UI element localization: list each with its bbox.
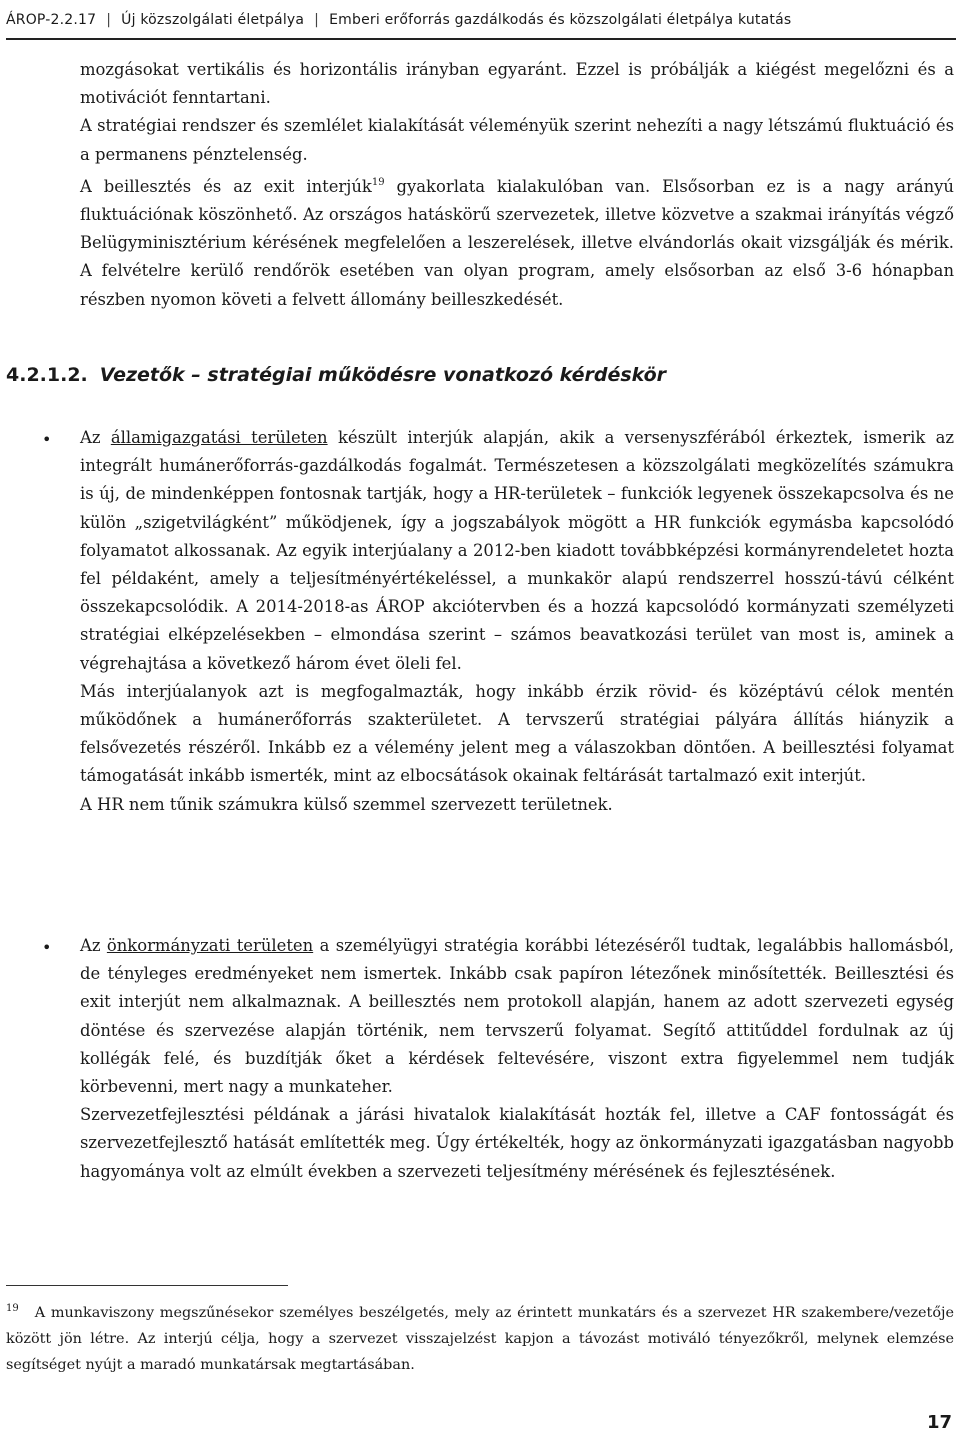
- section-heading: [6, 364, 666, 386]
- intro-text-part: A beillesztés és az exit interjúk: [80, 176, 372, 196]
- footnote-reference[interactable]: 19: [371, 176, 385, 188]
- intro-paragraph-1: mozgásokat vertikális és horizontális irányban egyaránt. Ezzel is próbálják a kiégést megelőzni és a motivációt fenntartani.: [80, 60, 954, 108]
- footnote-text: A munkaviszony megszűnésekor személyes beszélgetés, mely az érintett munkatárs és a szervezet HR szakembere/vezetője között jön létre. Az interjú célja, hogy a szervezet visszajelzést kapjon a távozást motiváló tényezőkről, melynek elemzése segítséget nyújt a maradó munkatársak megtartásában.: [6, 1305, 954, 1373]
- bullet-paragraph: Más interjúalanyok azt is megfogalmazták, hogy inkább érzik rövid- és középtávú célok mentén működőnek a humánerőforrás szakterületet. A tervszerű stratégiai pályára állítás hiányzik a felsővezetés részéről. Inkább ez a vélemény jelent meg a válaszokban döntően. A beillesztési folyamat támogatását inkább ismerték, mint az elbocsátások okainak feltárását tartalmazó exit interjút.: [80, 681, 954, 786]
- header-code: ÁROP-2.2.17: [6, 12, 97, 28]
- footnote-number: 19: [6, 1303, 19, 1314]
- header-separator: |: [314, 12, 320, 28]
- section-number: 4.2.1.2.: [6, 364, 88, 386]
- underlined-term: államigazgatási területen: [110, 428, 328, 447]
- bullet-paragraph: [80, 932, 954, 1101]
- footnote-divider: [6, 1285, 288, 1286]
- bullet-paragraph: [80, 424, 954, 678]
- running-header: [6, 2, 956, 40]
- text-run: a személyügyi stratégia korábbi létezéséről tudtak, legalábbis hallomásból, de tényleges eredményeket nem ismertek. Inkább csak papíron létezőnek minősítették. Beillesztési és exit interjút nem alkalmaznak. A beillesztés nem protokoll alapján, hanem az adott szervezeti egység döntése és szervezése alapján történik, nem tervszerű folyamat. Segítő attitűddel fordulnak az új kollégák felé, és buzdítják őket a kérdések feltevésére, viszont extra figyelemmel nem tudják körbevenni, mert nagy a munkateher.: [80, 936, 954, 1097]
- intro-text: [80, 56, 954, 314]
- underlined-term: önkormányzati területen: [106, 936, 314, 955]
- footnote: [6, 1296, 954, 1378]
- header-title-2: Emberi erőforrás gazdálkodás és közszolgálati életpálya kutatás: [329, 12, 792, 28]
- intro-paragraph-2: A stratégiai rendszer és szemlélet kialakítását véleményük szerint nehezíti a nagy létszámú fluktuáció és a permanens pénztelenség.: [80, 116, 954, 164]
- bullet-paragraph: A HR nem tűnik számukra külső szemmel szervezett területnek.: [80, 794, 613, 814]
- page-number: 17: [926, 1412, 952, 1433]
- intro-paragraph-3: [80, 169, 954, 314]
- bullet-icon: •: [42, 938, 52, 957]
- bullet-paragraph: Szervezetfejlesztési példának a járási hivatalok kialakítását hozták fel, illetve a CAF fontosságát és szervezetfejlesztő hatását említették meg. Úgy értékelték, hogy az önkormányzati igazgatásban nagyobb hagyománya volt az elmúlt években a szervezeti teljesítmény mérésének és fejlesztésének.: [80, 1105, 954, 1181]
- text-run: készült interjúk alapján, akik a versenyszférából érkeztek, ismerik az integrált humánerőforrás-gazdálkodás fogalmát. Természetesen a közszolgálati megközelítés számukra is új, de mindenképpen fontosnak tartják, hogy a HR-területek – funkciók legyenek összekapcsolva és ne külön „szigetvilágként” működjenek, így a jogszabályok mögött a HR funkciók egymásba kapcsolódó folyamatot alkossanak. Az egyik interjúalany a 2012-ben kiadott továbbképzési kormányrendeletet hozta fel példaként, amely a teljesítményértékeléssel, a munkakör alapú rendszerrel hosszú-távú célként összekapcsolódik. A 2014-2018-as ÁROP akciótervben és a hozzá kapcsolódó kormányzati személyzeti stratégiai elképzelésekben – elmondása szerint – számos beavatkozási terület van most is, aminek a végrehajtása a következő három évet öleli fel.: [80, 428, 954, 673]
- bullet-item-state-administration: [80, 424, 954, 819]
- bullet-icon: •: [42, 430, 52, 449]
- section-title: Vezetők – stratégiai működésre vonatkozó kérdéskör: [99, 364, 667, 386]
- header-separator: |: [106, 12, 112, 28]
- header-title-1: Új közszolgálati életpálya: [121, 12, 305, 28]
- intro-text-part: gyakorlata kialakulóban van. Elsősorban ez is a nagy arányú fluktuációnak köszönhető. Az országos hatáskörű szervezetek, illetve közvetve a szakmai irányítás végző Belügyminisztérium kérésének megfelelően a leszerelések, illetve elvándorlás okait vizsgálják és mérik. A felvételre kerülő rendőrök esetében van olyan program, amely elsősorban az első 3-6 hónapban részben nyomon követi a felvett állomány beilleszkedését.: [80, 176, 954, 309]
- text-run: Az: [80, 936, 107, 955]
- text-run: Az: [80, 428, 111, 447]
- bullet-item-local-government: [80, 932, 954, 1186]
